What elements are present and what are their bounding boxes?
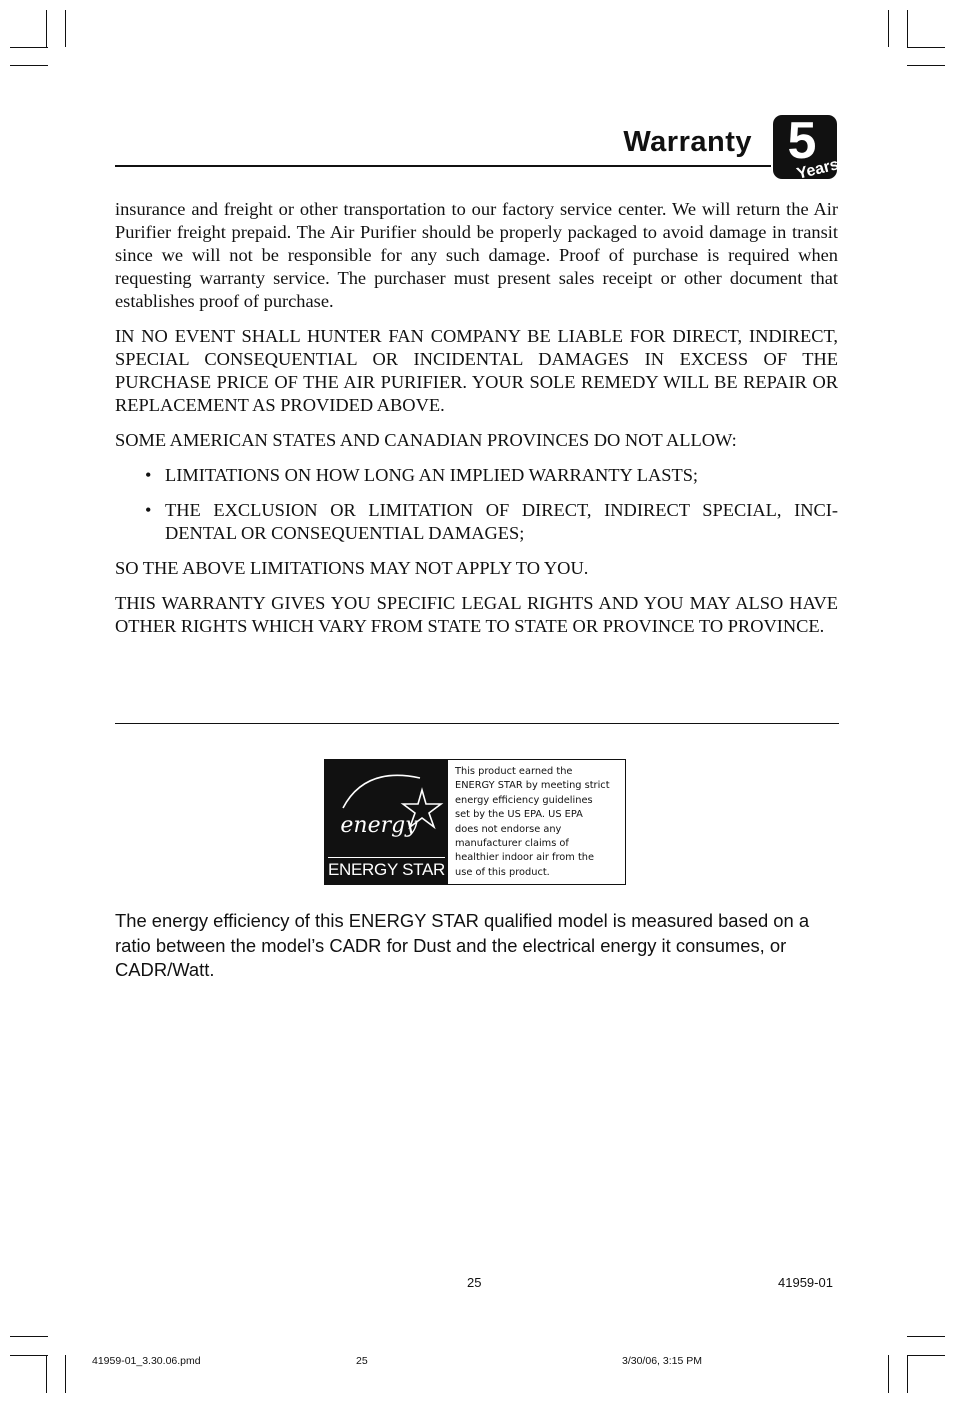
crop-mark bbox=[888, 1355, 889, 1393]
statement-line: manufacturer claims of bbox=[455, 838, 569, 850]
list-item-text: THE EXCLUSION OR LIMITATION OF DIRECT, INDIRECT SPECIAL, INCIDENTAL OR CONSEQUENTIAL DAMAGES; bbox=[165, 500, 838, 543]
crop-mark bbox=[907, 65, 945, 66]
crop-mark bbox=[10, 47, 48, 48]
list-item-text: LIMITATIONS ON HOW LONG AN IMPLIED WARRANTY LASTS; bbox=[165, 465, 699, 485]
crop-mark bbox=[907, 1336, 945, 1337]
statement-line: use of this product. bbox=[455, 866, 550, 878]
energy-script: energy bbox=[340, 813, 418, 838]
paragraph: THIS WARRANTY GIVES YOU SPECIFIC LEGAL RIGHTS AND YOU MAY ALSO HAVE OTHER RIGHTS WHICH VARY FROM STATE TO STATE OR PROVINCE TO PROVINCE. bbox=[115, 593, 838, 636]
slug-datetime: 3/30/06, 3:15 PM bbox=[622, 1355, 702, 1367]
crop-mark bbox=[907, 10, 908, 47]
bullet: • bbox=[145, 500, 152, 520]
bullet: • bbox=[145, 465, 152, 485]
crop-mark bbox=[65, 1355, 66, 1393]
slug-page: 25 bbox=[356, 1355, 368, 1367]
crop-mark bbox=[10, 1336, 48, 1337]
crop-mark bbox=[65, 10, 66, 47]
statement-line: energy efficiency guidelines bbox=[455, 794, 593, 806]
badge-icon bbox=[772, 114, 838, 180]
section-divider bbox=[115, 723, 839, 724]
page-title: Warranty bbox=[623, 126, 752, 158]
statement-line: This product earned the bbox=[455, 766, 573, 777]
statement-line: does not endorse any bbox=[455, 823, 562, 835]
page-number: 25 bbox=[467, 1275, 482, 1290]
paragraph: SOME AMERICAN STATES AND CANADIAN PROVINCES DO NOT ALLOW: bbox=[115, 430, 737, 450]
statement-line: healthier indoor air from the bbox=[455, 852, 595, 864]
crop-mark bbox=[907, 47, 945, 48]
crop-mark bbox=[907, 1355, 908, 1393]
crop-mark bbox=[10, 65, 48, 66]
energy-star-band: ENERGY STAR bbox=[328, 857, 445, 881]
crop-mark bbox=[10, 1355, 48, 1356]
header-rule bbox=[115, 165, 771, 167]
paragraph: SO THE ABOVE LIMITATIONS MAY NOT APPLY TO YOU. bbox=[115, 558, 589, 578]
limitation-list bbox=[115, 464, 838, 545]
efficiency-note: The energy efficiency of this ENERGY STAR qualified model is measured based on a ratio between the model’s CADR for Dust and the electrical energy it consumes, or CADR/Watt. bbox=[115, 910, 810, 980]
energy-star-statement bbox=[448, 760, 625, 884]
statement-line: set by the US EPA. US EPA bbox=[455, 809, 583, 821]
slug-filename: 41959-01_3.30.06.pmd bbox=[92, 1355, 201, 1367]
paragraph: IN NO EVENT SHALL HUNTER FAN COMPANY BE LIABLE FOR DIRECT, INDIRECT, SPECIAL CONSEQUENTIAL OR INCIDENTAL DAMAGES IN EXCESS OF THE PURCHASE PRICE OF THE AIR PURIFIER. YOUR SOLE REMEDY WILL BE REPAIR OR REPLACEMENT AS PROVIDED ABOVE. bbox=[115, 326, 838, 415]
crop-mark bbox=[46, 10, 47, 47]
crop-mark bbox=[907, 1355, 945, 1356]
energy-star-icon bbox=[325, 760, 448, 860]
crop-mark bbox=[46, 1355, 47, 1393]
badge-number: 5 bbox=[787, 114, 817, 170]
warranty-body bbox=[115, 198, 838, 650]
energy-star-notice bbox=[324, 759, 626, 885]
crop-mark bbox=[888, 10, 889, 47]
list-item bbox=[115, 464, 838, 487]
badge-word: Years bbox=[795, 156, 838, 180]
statement-line: ENERGY STAR by meeting strict bbox=[455, 780, 610, 792]
paragraph: insurance and freight or other transportation to our factory service center. We will return the Air Purifier freight prepaid. The Air Purifier should be properly packaged to avoid damage in transit since we will not be responsible for any such damage. Proof of purchase is required when requesting warranty service. The purchaser must present sales receipt or other document that establishes proof of purchase. bbox=[115, 199, 838, 311]
list-item bbox=[115, 499, 838, 545]
document-code: 41959-01 bbox=[778, 1275, 833, 1290]
energy-star-logo bbox=[325, 760, 448, 884]
five-years-badge bbox=[772, 114, 838, 180]
